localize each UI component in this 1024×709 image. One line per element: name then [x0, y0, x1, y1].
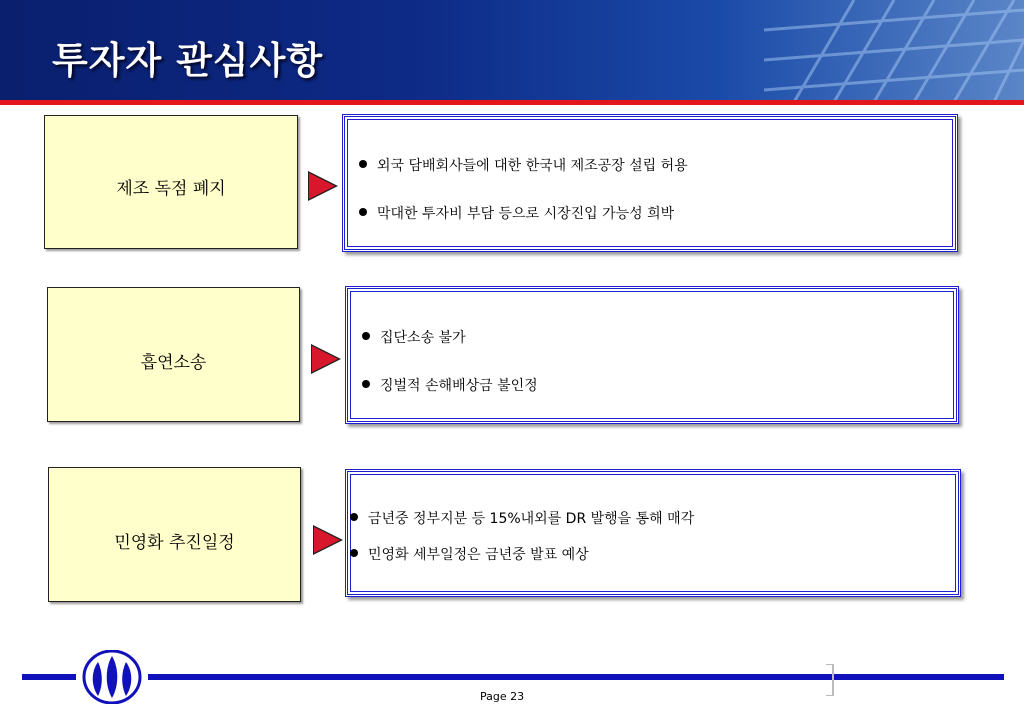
company-logo-icon — [82, 650, 142, 704]
topic-box-2 — [47, 287, 300, 422]
arrow-icon — [313, 525, 343, 555]
title-divider — [0, 100, 1024, 105]
corner-bracket — [826, 664, 834, 696]
bullet-icon — [350, 513, 358, 521]
detail-box-2 — [345, 286, 959, 424]
detail-box-3 — [345, 469, 961, 597]
topic-label: 제조 독점 폐지 — [116, 179, 226, 199]
bullet-icon — [362, 332, 370, 340]
bullet-icon — [350, 549, 358, 557]
detail-box-1 — [342, 114, 958, 252]
arrow-icon — [308, 171, 338, 201]
bullet-item: 징벌적 손해배상금 불인정 — [362, 375, 538, 395]
bullet-item: 외국 담배회사들에 대한 한국내 제조공장 설립 허용 — [359, 155, 688, 175]
building-grid-graphic — [764, 0, 1024, 102]
bullet-icon — [359, 208, 367, 216]
bullet-item: 막대한 투자비 부담 등으로 시장진입 가능성 희박 — [359, 203, 674, 223]
page-title: 투자자 관심사항 — [52, 39, 324, 82]
bullet-item: 집단소송 불가 — [362, 327, 466, 347]
topic-box-3 — [48, 467, 301, 602]
header-banner — [0, 0, 1024, 102]
footer-line-left — [22, 674, 76, 680]
bullet-item: 민영화 세부일정은 금년중 발표 예상 — [350, 544, 589, 564]
bullet-item: 금년중 정부지분 등 15%내외를 DR 발행을 통해 매각 — [350, 508, 694, 528]
topic-label: 흡연소송 — [140, 353, 207, 373]
bullet-icon — [359, 160, 367, 168]
footer-line-right — [148, 674, 1004, 680]
topic-box-1 — [44, 115, 298, 249]
page-number: Page 23 — [480, 690, 525, 703]
bullet-icon — [362, 380, 370, 388]
arrow-icon — [311, 344, 341, 374]
topic-label: 민영화 추진일정 — [114, 533, 235, 553]
